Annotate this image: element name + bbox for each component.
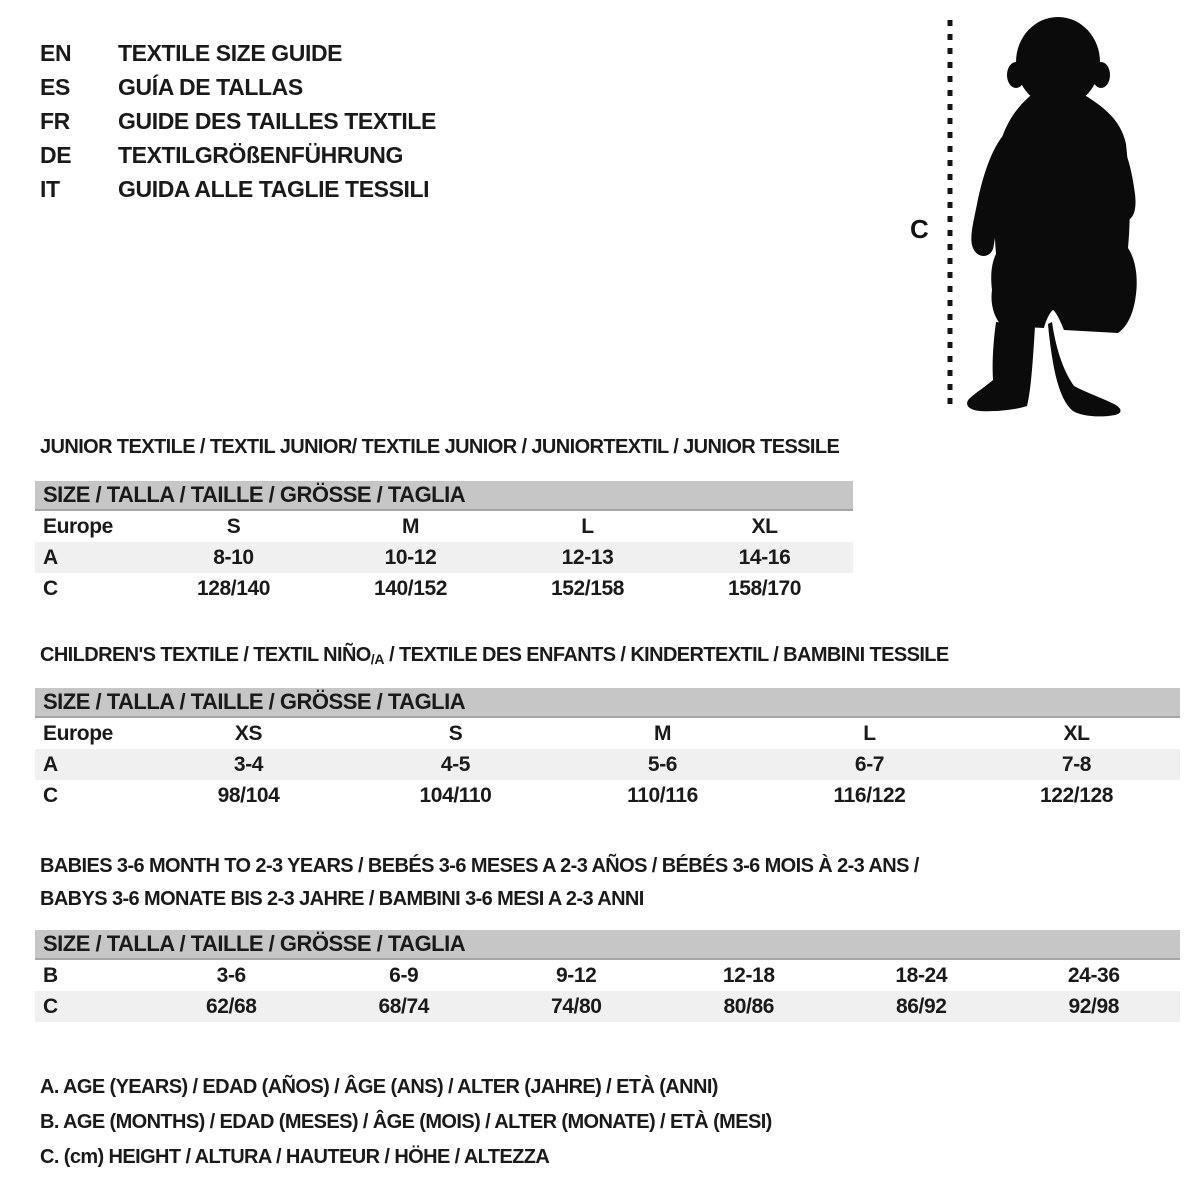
table-cell: 122/128 <box>1039 783 1114 807</box>
baby-silhouette <box>967 17 1137 416</box>
table-cell: S <box>226 514 241 538</box>
table-row <box>35 718 1180 749</box>
language-title: GUIDE DES TAILLES TEXTILE <box>118 108 436 134</box>
language-title-list <box>40 36 436 206</box>
measurement-legend <box>40 1070 772 1175</box>
row-label: C <box>43 576 58 600</box>
row-label: Europe <box>43 514 113 538</box>
language-row <box>40 138 436 172</box>
table-cell: 3-6 <box>216 963 246 987</box>
table-cell: 104/110 <box>419 783 492 807</box>
row-label: A <box>43 545 58 569</box>
language-row <box>40 104 436 138</box>
babies-heading-line1: BABIES 3-6 MONTH TO 2-3 YEARS / BEBÉS 3-6 MESES A 2-3 AÑOS / BÉBÉS 3-6 MOIS À 2-3 ANS / <box>40 855 919 877</box>
language-title: TEXTILE SIZE GUIDE <box>118 40 343 66</box>
row-label: C <box>43 783 58 807</box>
table-cell: 98/104 <box>217 783 280 807</box>
table-cell: 74/80 <box>550 994 602 1018</box>
language-row <box>40 172 436 206</box>
table-row <box>35 511 853 542</box>
table-cell: 4-5 <box>440 752 471 776</box>
language-code: ES <box>40 74 70 100</box>
table-cell: 110/116 <box>627 783 698 807</box>
size-header-bar: SIZE / TALLA / TAILLE / GRÖSSE / TAGLIA <box>35 930 1180 960</box>
table-cell: 68/74 <box>378 994 430 1018</box>
legend-line-c: C. (cm) HEIGHT / ALTURA / HAUTEUR / HÖHE / ALTEZZA <box>40 1146 550 1168</box>
language-code: DE <box>40 142 72 168</box>
table-cell: XS <box>234 721 263 745</box>
size-header-bar: SIZE / TALLA / TAILLE / GRÖSSE / TAGLIA <box>35 481 853 511</box>
table-cell: L <box>863 721 876 745</box>
babies-heading-line2: BABYS 3-6 MONATE BIS 2-3 JAHRE / BAMBINI 3-6 MESI A 2-3 ANNI <box>40 888 644 910</box>
table-cell: 5-6 <box>647 752 678 776</box>
table-cell: 10-12 <box>384 545 437 569</box>
table-row <box>35 780 1180 811</box>
table-cell: 62/68 <box>205 994 257 1018</box>
language-code: FR <box>40 108 70 134</box>
language-row <box>40 70 436 104</box>
children-size-table <box>35 688 1180 811</box>
size-header-bar: SIZE / TALLA / TAILLE / GRÖSSE / TAGLIA <box>35 688 1180 718</box>
babies-size-table <box>35 930 1180 1022</box>
table-cell: 86/92 <box>895 994 947 1018</box>
children-heading-main: CHILDREN'S TEXTILE / TEXTIL NIÑO <box>40 644 371 666</box>
table-cell: 6-9 <box>389 963 419 987</box>
table-cell: 18-24 <box>895 963 948 987</box>
table-row <box>35 991 1180 1022</box>
row-label: B <box>43 963 58 987</box>
table-cell: 158/170 <box>727 576 802 600</box>
language-code: IT <box>40 176 60 202</box>
table-cell: 8-10 <box>213 545 254 569</box>
junior-section-heading: JUNIOR TEXTILE / TEXTIL JUNIOR/ TEXTILE JUNIOR / JUNIORTEXTIL / JUNIOR TESSILE <box>40 436 840 458</box>
legend-line-a: A. AGE (YEARS) / EDAD (AÑOS) / ÂGE (ANS) / ALTER (JAHRE) / ETÀ (ANNI) <box>40 1076 718 1098</box>
table-cell: 140/152 <box>373 576 448 600</box>
table-cell: 7-8 <box>1061 752 1092 776</box>
figure-c-label: C <box>910 214 929 244</box>
table-cell: 92/98 <box>1068 994 1120 1018</box>
table-cell: 116/122 <box>833 783 906 807</box>
table-cell: 14-16 <box>738 545 791 569</box>
table-cell: 152/158 <box>550 576 625 600</box>
table-cell: XL <box>751 514 778 538</box>
table-row <box>35 960 1180 991</box>
language-title: TEXTILGRÖßENFÜHRUNG <box>118 142 403 168</box>
row-label: A <box>43 752 58 776</box>
table-row <box>35 749 1180 780</box>
table-row <box>35 573 853 604</box>
table-cell: 6-7 <box>854 752 885 776</box>
table-cell: 3-4 <box>233 752 264 776</box>
baby-silhouette-graphic <box>890 12 1150 418</box>
table-cell: 128/140 <box>196 576 271 600</box>
junior-size-table <box>35 481 853 604</box>
table-cell: XL <box>1063 721 1090 745</box>
table-cell: 12-18 <box>722 963 775 987</box>
table-cell: S <box>448 721 463 745</box>
measurement-figure <box>890 12 1150 418</box>
table-cell: M <box>401 514 420 538</box>
language-title: GUÍA DE TALLAS <box>118 74 303 100</box>
table-row <box>35 542 853 573</box>
table-cell: L <box>581 514 594 538</box>
children-heading-sub: /A <box>370 651 385 667</box>
babies-section-heading <box>40 850 919 916</box>
table-cell: 12-13 <box>561 545 614 569</box>
children-section-heading <box>40 644 949 667</box>
row-label: Europe <box>43 721 113 745</box>
table-cell: 24-36 <box>1067 963 1120 987</box>
legend-line-b: B. AGE (MONTHS) / EDAD (MESES) / ÂGE (MOIS) / ALTER (MONATE) / ETÀ (MESI) <box>40 1111 772 1133</box>
language-code: EN <box>40 40 72 66</box>
language-title: GUIDA ALLE TAGLIE TESSILI <box>118 176 430 202</box>
table-cell: 9-12 <box>556 963 597 987</box>
row-label: C <box>43 994 58 1018</box>
language-row <box>40 36 436 70</box>
table-cell: M <box>653 721 672 745</box>
table-cell: 80/86 <box>723 994 775 1018</box>
children-heading-rest: / TEXTILE DES ENFANTS / KINDERTEXTIL / BAMBINI TESSILE <box>384 644 949 666</box>
